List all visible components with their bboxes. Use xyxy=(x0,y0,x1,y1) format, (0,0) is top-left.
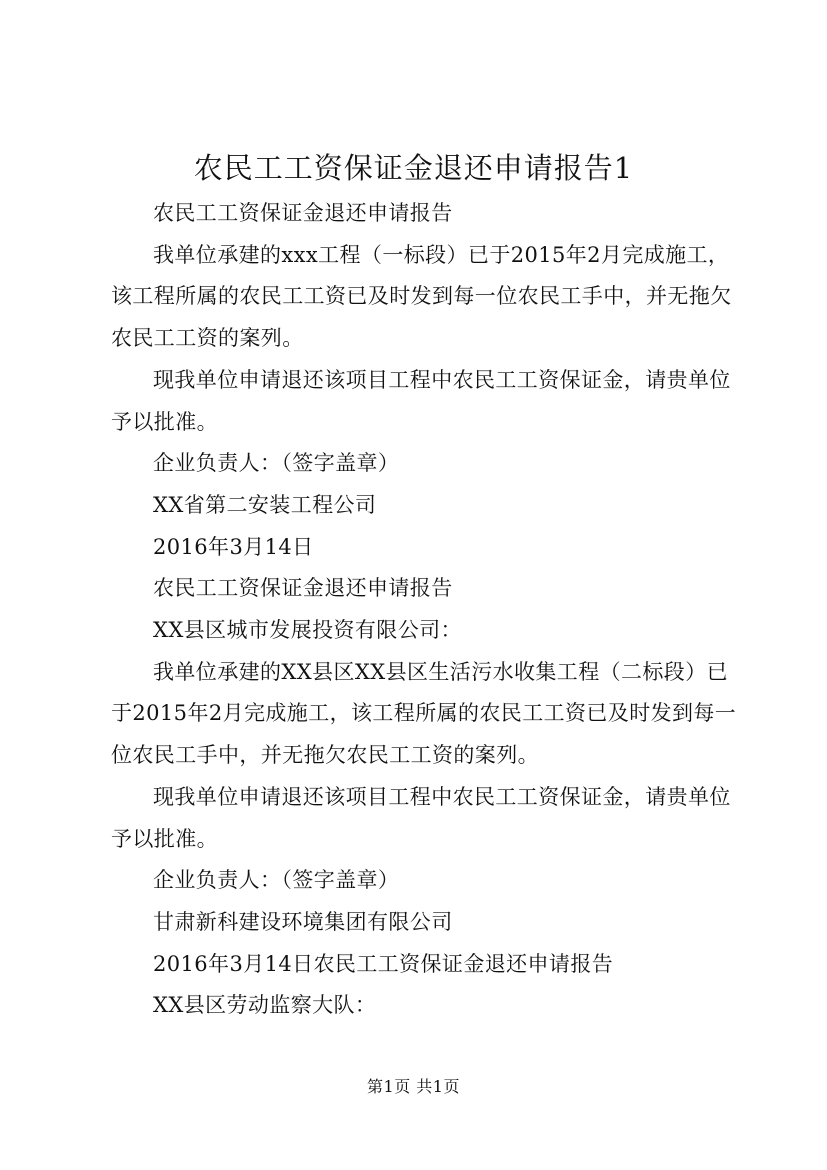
page-number-footer: 第1页 共1页 xyxy=(367,1077,460,1096)
paragraph-report-heading-2: 农民工工资保证金退还申请报告 xyxy=(153,576,453,601)
paragraph-completion-statement-1: 我单位承建的xxx工程（一标段）已于2015年2月完成施工，该工程所属的农民工工资已及时发到每一位农民工手中，并无拖欠农民工工资的案列。 xyxy=(111,242,732,351)
paragraph-company-2: 甘肃新科建设环境集团有限公司 xyxy=(153,909,453,934)
paragraph-completion-statement-2: 我单位承建的XX县区XX县区生活污水收集工程（二标段）已于2015年2月完成施工，该工程所属的农民工工资已及时发到每一位农民工手中，并无拖欠农民工工资的案列。 xyxy=(111,659,737,768)
paragraph-recipient-3: XX县区劳动监察大队： xyxy=(153,993,377,1018)
paragraph-refund-request-2: 现我单位申请退还该项目工程中农民工工资保证金，请贵单位予以批准。 xyxy=(111,784,731,851)
paragraph-signatory-1: 企业负责人：（签字盖章） xyxy=(153,451,400,476)
paragraph-date-and-heading-3: 2016年3月14日农民工工资保证金退还申请报告 xyxy=(153,951,614,976)
paragraph-date-1: 2016年3月14日 xyxy=(153,534,314,559)
document-body xyxy=(111,193,741,1027)
paragraph-refund-request-1: 现我单位申请退还该项目工程中农民工工资保证金，请贵单位予以批准。 xyxy=(111,367,731,434)
paragraph-recipient-2: XX县区城市发展投资有限公司： xyxy=(153,618,462,643)
document-title: 农民工工资保证金退还申请报告1 xyxy=(193,151,634,185)
paragraph-report-heading-1: 农民工工资保证金退还申请报告 xyxy=(153,201,453,225)
paragraph-signatory-2: 企业负责人：（签字盖章） xyxy=(153,868,400,893)
paragraph-company-1: XX省第二安装工程公司 xyxy=(153,492,377,517)
